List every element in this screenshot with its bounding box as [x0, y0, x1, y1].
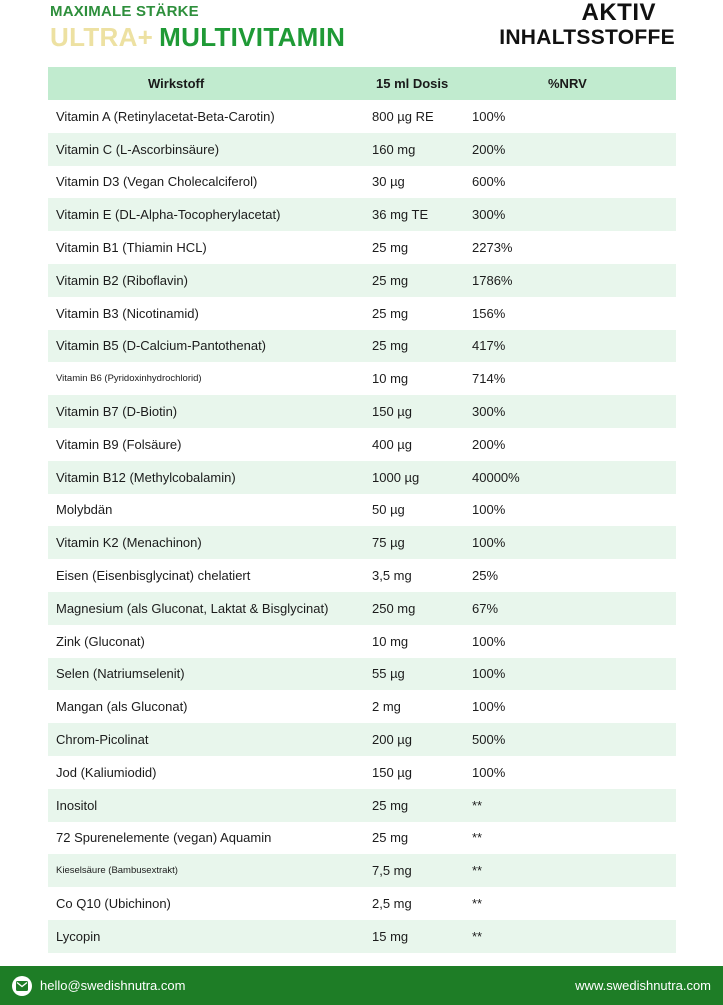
table-row	[48, 395, 676, 428]
table-row	[48, 461, 676, 494]
table-row	[48, 723, 676, 756]
nrv-cell: 714%	[472, 371, 506, 387]
ingredient-cell: Vitamin B9 (Folsäure)	[56, 436, 182, 452]
ingredient-cell: Vitamin B7 (D-Biotin)	[56, 404, 178, 420]
dose-cell: 10 mg	[372, 371, 409, 387]
ingredient-cell: Vitamin D3 (Vegan Cholecalciferol)	[56, 174, 258, 190]
ingredient-cell: Co Q10 (Ubichinon)	[56, 896, 171, 912]
table-row	[48, 297, 676, 330]
dose-cell: 2,5 mg	[372, 896, 412, 912]
table-row	[48, 166, 676, 199]
nrv-cell: 100%	[472, 502, 506, 518]
footer-website-link[interactable]: www.swedishnutra.com	[575, 978, 711, 993]
table-row	[48, 231, 676, 264]
table-row	[48, 854, 676, 887]
dose-cell: 2 mg	[372, 699, 401, 715]
ingredient-cell: Vitamin B3 (Nicotinamid)	[56, 305, 199, 321]
nrv-cell: **	[472, 797, 483, 813]
nrv-cell: **	[472, 863, 483, 879]
dose-cell: 75 µg	[372, 535, 405, 551]
table-row	[48, 428, 676, 461]
brand-ultra: ULTRA+	[50, 22, 154, 52]
dose-cell: 25 mg	[372, 797, 409, 813]
nrv-cell: 67%	[472, 600, 499, 616]
dose-cell: 400 µg	[372, 436, 413, 452]
footer-email-link[interactable]: hello@swedishnutra.com	[40, 978, 186, 993]
dose-cell: 55 µg	[372, 666, 405, 682]
table-body	[48, 100, 676, 953]
table-row	[48, 658, 676, 691]
ingredient-cell: Magnesium (als Gluconat, Laktat & Bisglycinat)	[56, 600, 329, 616]
ingredient-cell: Vitamin E (DL-Alpha-Tocopherylacetat)	[56, 207, 281, 223]
nrv-cell: 25%	[472, 568, 499, 584]
dose-cell: 25 mg	[372, 338, 409, 354]
table-row	[48, 592, 676, 625]
dose-cell: 250 mg	[372, 600, 416, 616]
column-header-ingredient: Wirkstoff	[148, 76, 205, 91]
table-row	[48, 264, 676, 297]
nrv-cell: 156%	[472, 305, 506, 321]
table-row	[48, 559, 676, 592]
title-aktiv: AKTIV	[581, 0, 656, 26]
ingredient-cell: Vitamin B2 (Riboflavin)	[56, 272, 188, 288]
dose-cell: 150 µg	[372, 764, 413, 780]
dose-cell: 3,5 mg	[372, 568, 412, 584]
ingredient-cell: Jod (Kaliumiodid)	[56, 764, 157, 780]
table-row	[48, 920, 676, 953]
product-name	[50, 22, 345, 53]
ingredient-cell: Lycopin	[56, 928, 101, 944]
nrv-cell: **	[472, 928, 483, 944]
table-row	[48, 494, 676, 527]
nrv-cell: 417%	[472, 338, 506, 354]
dose-cell: 1000 µg	[372, 469, 420, 485]
dose-cell: 150 µg	[372, 404, 413, 420]
table-row	[48, 756, 676, 789]
nrv-cell: 100%	[472, 535, 506, 551]
mail-icon	[12, 976, 32, 996]
ingredient-cell: Vitamin B6 (Pyridoxinhydrochlorid)	[56, 373, 202, 385]
dose-cell: 25 mg	[372, 240, 409, 256]
nrv-cell: 200%	[472, 436, 506, 452]
nrv-cell: 100%	[472, 764, 506, 780]
table-row	[48, 822, 676, 855]
ingredient-cell: Chrom-Picolinat	[56, 732, 149, 748]
ingredient-cell: Molybdän	[56, 502, 113, 518]
table-row	[48, 330, 676, 363]
ingredients-table	[48, 67, 676, 953]
table-row	[48, 526, 676, 559]
nrv-cell: 40000%	[472, 469, 520, 485]
nrv-cell: 500%	[472, 732, 506, 748]
nrv-cell: 300%	[472, 404, 506, 420]
column-header-nrv: %NRV	[548, 76, 587, 91]
ingredient-cell: Vitamin B1 (Thiamin HCL)	[56, 240, 207, 256]
ingredient-cell: Selen (Natriumselenit)	[56, 666, 185, 682]
dose-cell: 160 mg	[372, 141, 416, 157]
brand-multivitamin: MULTIVITAMIN	[159, 22, 346, 52]
ingredient-cell: 72 Spurenelemente (vegan) Aquamin	[56, 830, 272, 846]
table-row	[48, 100, 676, 133]
ingredient-cell: Vitamin C (L-Ascorbinsäure)	[56, 141, 220, 157]
title-inhaltsstoffe: INHALTSSTOFFE	[499, 26, 675, 49]
dose-cell: 30 µg	[372, 174, 405, 190]
dose-cell: 25 mg	[372, 305, 409, 321]
table-row	[48, 362, 676, 395]
nrv-cell: 200%	[472, 141, 506, 157]
ingredient-cell: Eisen (Eisenbisglycinat) chelatiert	[56, 568, 251, 584]
ingredient-cell: Vitamin A (Retinylacetat-Beta-Carotin)	[56, 108, 275, 124]
nrv-cell: 2273%	[472, 240, 513, 256]
table-row	[48, 887, 676, 920]
table-row	[48, 198, 676, 231]
nrv-cell: 100%	[472, 633, 506, 649]
ingredient-cell: Kieselsäure (Bambusextrakt)	[56, 865, 178, 877]
table-header	[48, 67, 676, 100]
nrv-cell: 100%	[472, 108, 506, 124]
nrv-cell: 1786%	[472, 272, 513, 288]
dose-cell: 10 mg	[372, 633, 409, 649]
footer-contact	[12, 976, 185, 996]
nrv-cell: **	[472, 896, 483, 912]
dose-cell: 36 mg TE	[372, 207, 429, 223]
ingredient-cell: Vitamin B12 (Methylcobalamin)	[56, 469, 236, 485]
ingredient-cell: Zink (Gluconat)	[56, 633, 145, 649]
dose-cell: 25 mg	[372, 830, 409, 846]
kicker-text: MAXIMALE STÄRKE	[50, 3, 199, 20]
nrv-cell: 600%	[472, 174, 506, 190]
dose-cell: 800 µg RE	[372, 108, 434, 124]
dose-cell: 50 µg	[372, 502, 405, 518]
nrv-cell: 100%	[472, 666, 506, 682]
dose-cell: 7,5 mg	[372, 863, 412, 879]
nrv-cell: 100%	[472, 699, 506, 715]
dose-cell: 15 mg	[372, 928, 409, 944]
ingredient-cell: Vitamin B5 (D-Calcium-Pantothenat)	[56, 338, 267, 354]
table-row	[48, 690, 676, 723]
nrv-cell: 300%	[472, 207, 506, 223]
ingredient-cell: Mangan (als Gluconat)	[56, 699, 188, 715]
dose-cell: 200 µg	[372, 732, 413, 748]
footer-bar	[0, 966, 723, 1005]
nrv-cell: **	[472, 830, 483, 846]
dose-cell: 25 mg	[372, 272, 409, 288]
column-header-dose: 15 ml Dosis	[376, 76, 449, 91]
ingredient-cell: Inositol	[56, 797, 98, 813]
ingredient-cell: Vitamin K2 (Menachinon)	[56, 535, 202, 551]
page-header	[0, 0, 723, 60]
table-row	[48, 625, 676, 658]
table-row	[48, 789, 676, 822]
table-row	[48, 133, 676, 166]
